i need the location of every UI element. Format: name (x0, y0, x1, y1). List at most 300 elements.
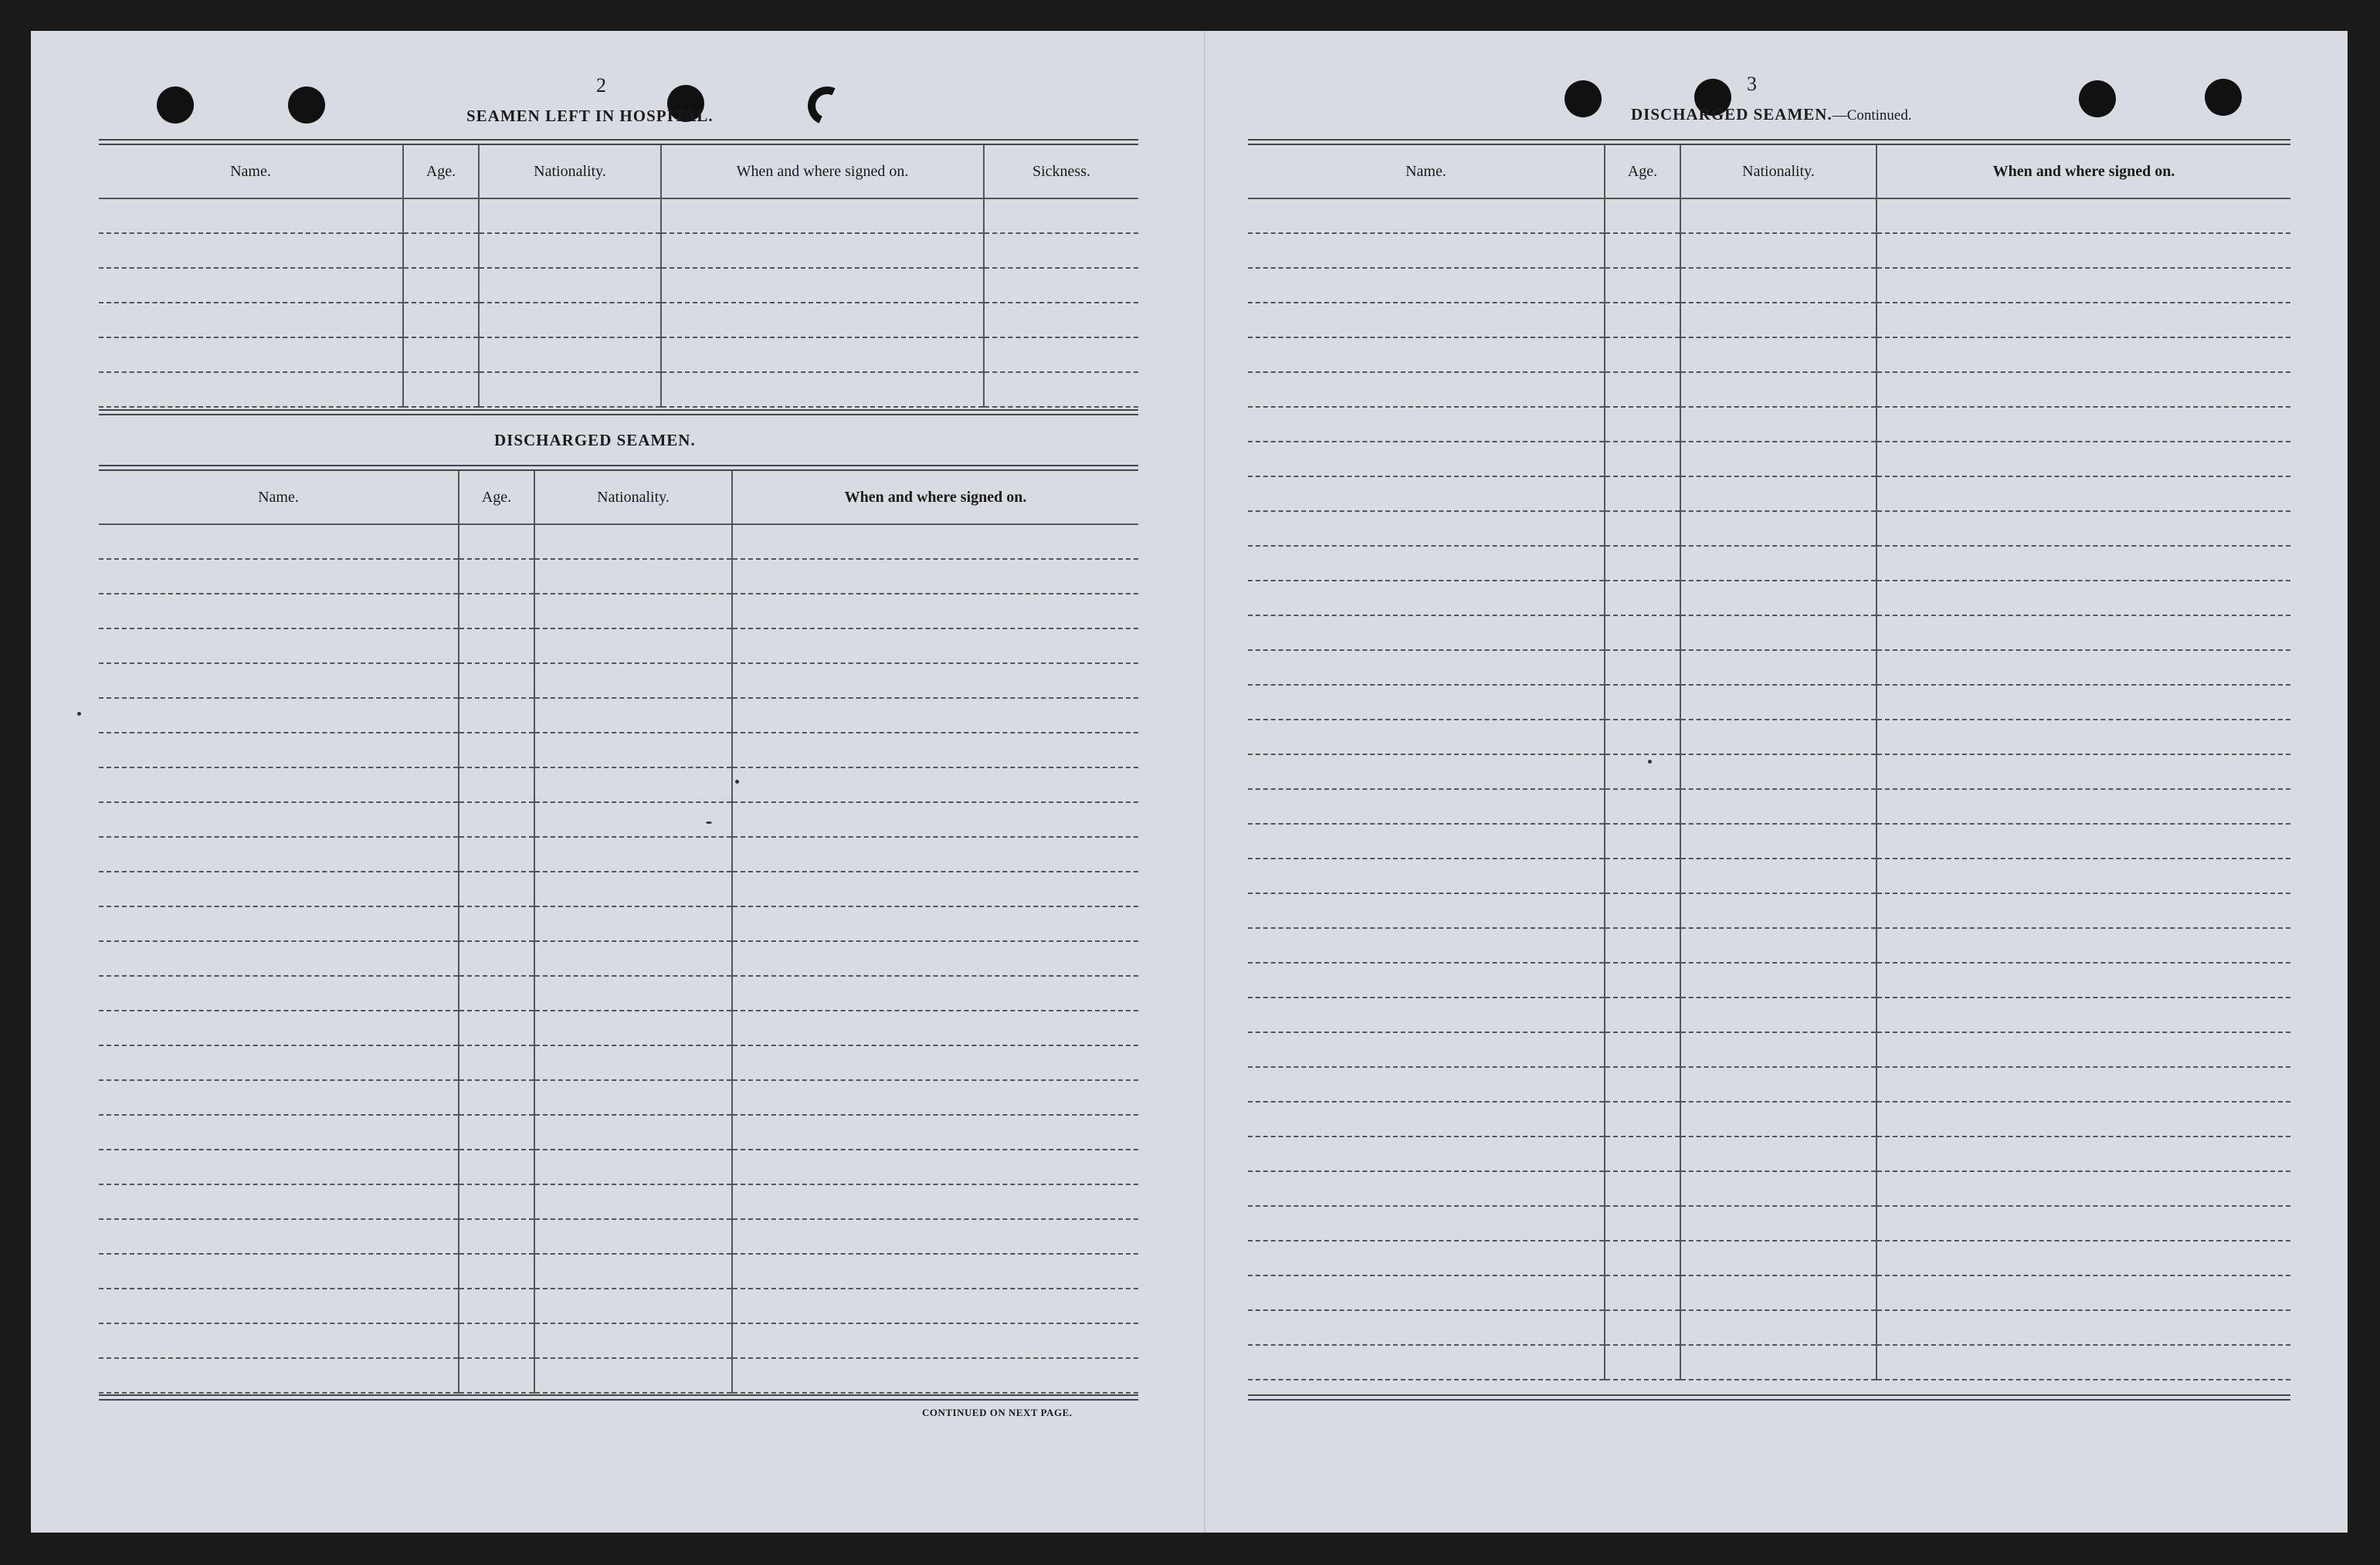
blank-cell[interactable] (459, 941, 534, 976)
blank-cell[interactable] (99, 837, 459, 872)
blank-cell[interactable] (1605, 928, 1680, 963)
blank-cell[interactable] (1248, 1275, 1605, 1310)
blank-cell[interactable] (1248, 1345, 1605, 1380)
blank-cell[interactable] (1605, 268, 1680, 303)
blank-cell[interactable] (99, 976, 459, 1011)
blank-cell[interactable] (1680, 581, 1877, 615)
blank-cell[interactable] (1605, 511, 1680, 546)
blank-cell[interactable] (1680, 233, 1877, 268)
blank-cell[interactable] (732, 802, 1138, 837)
blank-cell[interactable] (732, 906, 1138, 941)
blank-entry-row (1248, 198, 2290, 233)
blank-entry-row (1248, 720, 2290, 754)
blank-cell[interactable] (99, 594, 459, 628)
blank-cell[interactable] (1877, 615, 2290, 650)
blank-entry-row (99, 802, 1138, 837)
blank-cell[interactable] (1877, 1206, 2290, 1241)
blank-cell[interactable] (1248, 650, 1605, 685)
blank-cell[interactable] (99, 698, 459, 733)
blank-cell[interactable] (732, 872, 1138, 906)
blank-cell[interactable] (1877, 1067, 2290, 1102)
blank-cell[interactable] (1877, 337, 2290, 372)
blank-cell[interactable] (1605, 963, 1680, 998)
blank-cell[interactable] (1248, 198, 1605, 233)
blank-cell[interactable] (1248, 407, 1605, 442)
blank-cell[interactable] (1248, 303, 1605, 337)
blank-cell[interactable] (534, 559, 732, 594)
blank-cell[interactable] (1605, 233, 1680, 268)
blank-cell[interactable] (1877, 372, 2290, 407)
blank-cell[interactable] (732, 767, 1138, 802)
blank-cell[interactable] (99, 1080, 459, 1115)
blank-cell[interactable] (1680, 1206, 1877, 1241)
blank-cell[interactable] (732, 1184, 1138, 1219)
blank-cell[interactable] (1680, 824, 1877, 859)
blank-cell[interactable] (1680, 511, 1877, 546)
blank-cell[interactable] (534, 906, 732, 941)
blank-cell[interactable] (1248, 1032, 1605, 1067)
blank-cell[interactable] (534, 1184, 732, 1219)
blank-cell[interactable] (99, 663, 459, 698)
blank-cell[interactable] (403, 372, 479, 407)
blank-cell[interactable] (1877, 998, 2290, 1032)
blank-cell[interactable] (1680, 720, 1877, 754)
blank-cell[interactable] (1605, 685, 1680, 720)
blank-cell[interactable] (984, 372, 1138, 407)
blank-cell[interactable] (459, 628, 534, 663)
blank-cell[interactable] (534, 837, 732, 872)
blank-cell[interactable] (1680, 789, 1877, 824)
blank-cell[interactable] (534, 1289, 732, 1323)
right-top-rule (1248, 139, 2290, 141)
blank-cell[interactable] (459, 1115, 534, 1150)
blank-cell[interactable] (732, 1080, 1138, 1115)
blank-cell[interactable] (1248, 268, 1605, 303)
blank-cell[interactable] (661, 337, 984, 372)
blank-cell[interactable] (1605, 372, 1680, 407)
blank-entry-row (99, 1080, 1138, 1115)
blank-cell[interactable] (99, 233, 403, 268)
blank-entry-row (99, 1115, 1138, 1150)
blank-cell[interactable] (99, 1184, 459, 1219)
blank-cell[interactable] (99, 337, 403, 372)
blank-cell[interactable] (479, 372, 661, 407)
blank-cell[interactable] (534, 1080, 732, 1115)
blank-cell[interactable] (984, 198, 1138, 233)
blank-cell[interactable] (1605, 893, 1680, 928)
blank-entry-row (99, 1358, 1138, 1393)
blank-cell[interactable] (1248, 1241, 1605, 1275)
blank-cell[interactable] (479, 233, 661, 268)
blank-cell[interactable] (1680, 1241, 1877, 1275)
blank-cell[interactable] (403, 303, 479, 337)
blank-cell[interactable] (1680, 407, 1877, 442)
blank-cell[interactable] (1605, 198, 1680, 233)
blank-cell[interactable] (99, 303, 403, 337)
blank-cell[interactable] (99, 198, 403, 233)
blank-entry-row (1248, 963, 2290, 998)
blank-cell[interactable] (459, 1011, 534, 1045)
blank-cell[interactable] (99, 1115, 459, 1150)
blank-cell[interactable] (661, 268, 984, 303)
blank-cell[interactable] (1605, 754, 1680, 789)
blank-cell[interactable] (459, 559, 534, 594)
blank-cell[interactable] (534, 941, 732, 976)
blank-cell[interactable] (1680, 650, 1877, 685)
blank-cell[interactable] (459, 802, 534, 837)
blank-cell[interactable] (984, 303, 1138, 337)
blank-cell[interactable] (1605, 1345, 1680, 1380)
blank-entry-row (99, 524, 1138, 559)
blank-cell[interactable] (99, 372, 403, 407)
blank-cell[interactable] (1248, 928, 1605, 963)
discharged-table-left (99, 471, 1138, 1394)
blank-cell[interactable] (459, 1323, 534, 1358)
blank-cell[interactable] (1680, 442, 1877, 476)
blank-cell[interactable] (534, 1358, 732, 1393)
blank-cell[interactable] (479, 268, 661, 303)
blank-cell[interactable] (534, 1219, 732, 1254)
blank-cell[interactable] (732, 976, 1138, 1011)
blank-cell[interactable] (1248, 1102, 1605, 1136)
blank-cell[interactable] (1877, 1310, 2290, 1345)
blank-cell[interactable] (1248, 511, 1605, 546)
blank-cell[interactable] (1248, 476, 1605, 511)
blank-cell[interactable] (459, 1358, 534, 1393)
blank-cell[interactable] (1605, 720, 1680, 754)
blank-cell[interactable] (1877, 824, 2290, 859)
blank-cell[interactable] (534, 733, 732, 767)
blank-cell[interactable] (1680, 1102, 1877, 1136)
blank-cell[interactable] (732, 1254, 1138, 1289)
blank-cell[interactable] (1248, 337, 1605, 372)
blank-cell[interactable] (99, 1323, 459, 1358)
blank-cell[interactable] (99, 628, 459, 663)
blank-cell[interactable] (661, 372, 984, 407)
hospital-top-rule (99, 139, 1138, 141)
blank-cell[interactable] (1605, 407, 1680, 442)
blank-cell[interactable] (661, 233, 984, 268)
blank-cell[interactable] (1877, 476, 2290, 511)
blank-cell[interactable] (732, 698, 1138, 733)
blank-cell[interactable] (459, 663, 534, 698)
discharged-bottom-rule (99, 1394, 1138, 1396)
blank-cell[interactable] (732, 559, 1138, 594)
blank-cell[interactable] (534, 802, 732, 837)
blank-cell[interactable] (1248, 824, 1605, 859)
blank-cell[interactable] (732, 1011, 1138, 1045)
blank-cell[interactable] (534, 767, 732, 802)
blank-cell[interactable] (1605, 581, 1680, 615)
blank-cell[interactable] (1248, 1171, 1605, 1206)
blank-cell[interactable] (534, 663, 732, 698)
blank-entry-row (1248, 1171, 2290, 1206)
blank-cell[interactable] (1248, 1206, 1605, 1241)
blank-cell[interactable] (1877, 1102, 2290, 1136)
blank-cell[interactable] (732, 524, 1138, 559)
blank-cell[interactable] (459, 767, 534, 802)
blank-cell[interactable] (1605, 337, 1680, 372)
blank-cell[interactable] (99, 767, 459, 802)
blank-cell[interactable] (1680, 476, 1877, 511)
blank-cell[interactable] (534, 698, 732, 733)
blank-cell[interactable] (1680, 198, 1877, 233)
blank-cell[interactable] (732, 1219, 1138, 1254)
blank-entry-row (1248, 511, 2290, 546)
blank-cell[interactable] (99, 1254, 459, 1289)
blank-cell[interactable] (99, 802, 459, 837)
blank-cell[interactable] (1248, 1310, 1605, 1345)
blank-entry-row (1248, 650, 2290, 685)
blank-cell[interactable] (1605, 1310, 1680, 1345)
blank-cell[interactable] (1605, 650, 1680, 685)
blank-cell[interactable] (1248, 754, 1605, 789)
blank-cell[interactable] (1605, 442, 1680, 476)
blank-cell[interactable] (732, 837, 1138, 872)
blank-cell[interactable] (459, 1254, 534, 1289)
blank-cell[interactable] (1605, 1102, 1680, 1136)
blank-cell[interactable] (534, 628, 732, 663)
blank-cell[interactable] (479, 303, 661, 337)
blank-cell[interactable] (1248, 859, 1605, 893)
blank-cell[interactable] (1680, 893, 1877, 928)
punch-hole-7 (2079, 80, 2116, 117)
blank-cell[interactable] (99, 1289, 459, 1323)
speck (77, 712, 81, 716)
blank-cell[interactable] (1877, 303, 2290, 337)
blank-entry-row (99, 372, 1138, 407)
blank-cell[interactable] (403, 233, 479, 268)
blank-cell[interactable] (403, 337, 479, 372)
blank-cell[interactable] (1248, 546, 1605, 581)
blank-cell[interactable] (99, 559, 459, 594)
blank-cell[interactable] (99, 524, 459, 559)
blank-cell[interactable] (1877, 546, 2290, 581)
blank-cell[interactable] (1877, 1171, 2290, 1206)
blank-cell[interactable] (1605, 1206, 1680, 1241)
blank-cell[interactable] (1248, 893, 1605, 928)
blank-cell[interactable] (534, 1011, 732, 1045)
blank-cell[interactable] (1605, 615, 1680, 650)
blank-cell[interactable] (99, 1045, 459, 1080)
blank-cell[interactable] (1605, 476, 1680, 511)
blank-entry-row (1248, 1136, 2290, 1171)
blank-cell[interactable] (534, 1254, 732, 1289)
blank-cell[interactable] (1680, 1136, 1877, 1171)
blank-cell[interactable] (459, 1219, 534, 1254)
blank-cell[interactable] (99, 1150, 459, 1184)
blank-cell[interactable] (732, 628, 1138, 663)
blank-cell[interactable] (1680, 928, 1877, 963)
blank-cell[interactable] (984, 233, 1138, 268)
blank-cell[interactable] (1605, 1032, 1680, 1067)
blank-cell[interactable] (1680, 1310, 1877, 1345)
blank-cell[interactable] (1605, 1136, 1680, 1171)
blank-entry-row (99, 337, 1138, 372)
col-name-header: Name. (99, 145, 403, 198)
blank-cell[interactable] (732, 1045, 1138, 1080)
blank-cell[interactable] (99, 1011, 459, 1045)
blank-cell[interactable] (1877, 720, 2290, 754)
blank-cell[interactable] (459, 837, 534, 872)
blank-cell[interactable] (1877, 859, 2290, 893)
blank-cell[interactable] (459, 1184, 534, 1219)
blank-cell[interactable] (732, 1115, 1138, 1150)
blank-cell[interactable] (1877, 789, 2290, 824)
blank-cell[interactable] (534, 1115, 732, 1150)
blank-cell[interactable] (1248, 789, 1605, 824)
blank-cell[interactable] (1680, 268, 1877, 303)
blank-cell[interactable] (732, 663, 1138, 698)
blank-cell[interactable] (534, 1150, 732, 1184)
blank-cell[interactable] (1680, 1275, 1877, 1310)
blank-cell[interactable] (1248, 685, 1605, 720)
blank-cell[interactable] (1248, 1067, 1605, 1102)
blank-cell[interactable] (1877, 511, 2290, 546)
blank-cell[interactable] (403, 198, 479, 233)
blank-cell[interactable] (732, 941, 1138, 976)
blank-entry-row (99, 233, 1138, 268)
blank-cell[interactable] (732, 1358, 1138, 1393)
blank-cell[interactable] (459, 594, 534, 628)
blank-entry-row (1248, 233, 2290, 268)
blank-cell[interactable] (1877, 1241, 2290, 1275)
blank-entry-row (1248, 581, 2290, 615)
blank-cell[interactable] (1605, 303, 1680, 337)
blank-cell[interactable] (1605, 1241, 1680, 1275)
blank-cell[interactable] (1680, 303, 1877, 337)
blank-cell[interactable] (1248, 372, 1605, 407)
blank-cell[interactable] (1680, 337, 1877, 372)
blank-cell[interactable] (459, 1080, 534, 1115)
blank-cell[interactable] (1877, 407, 2290, 442)
blank-cell[interactable] (1877, 893, 2290, 928)
blank-entry-row (1248, 546, 2290, 581)
blank-cell[interactable] (1248, 615, 1605, 650)
blank-cell[interactable] (479, 198, 661, 233)
blank-cell[interactable] (1877, 754, 2290, 789)
blank-cell[interactable] (732, 733, 1138, 767)
hospital-header-row (99, 145, 1138, 198)
blank-cell[interactable] (1605, 1171, 1680, 1206)
blank-entry-row (99, 1254, 1138, 1289)
blank-cell[interactable] (732, 1323, 1138, 1358)
blank-cell[interactable] (1248, 442, 1605, 476)
blank-cell[interactable] (1877, 1275, 2290, 1310)
blank-cell[interactable] (99, 941, 459, 976)
blank-cell[interactable] (1680, 1032, 1877, 1067)
blank-cell[interactable] (403, 268, 479, 303)
blank-entry-row (1248, 685, 2290, 720)
blank-entry-row (1248, 754, 2290, 789)
blank-cell[interactable] (1877, 685, 2290, 720)
blank-cell[interactable] (1248, 998, 1605, 1032)
blank-cell[interactable] (1680, 1171, 1877, 1206)
blank-cell[interactable] (732, 1289, 1138, 1323)
blank-cell[interactable] (534, 976, 732, 1011)
blank-cell[interactable] (1605, 1275, 1680, 1310)
blank-cell[interactable] (1605, 998, 1680, 1032)
blank-cell[interactable] (1605, 824, 1680, 859)
blank-cell[interactable] (1248, 720, 1605, 754)
blank-cell[interactable] (1877, 442, 2290, 476)
blank-cell[interactable] (1680, 546, 1877, 581)
blank-cell[interactable] (459, 872, 534, 906)
blank-cell[interactable] (99, 733, 459, 767)
blank-cell[interactable] (1680, 1345, 1877, 1380)
blank-cell[interactable] (459, 1045, 534, 1080)
blank-cell[interactable] (459, 524, 534, 559)
blank-cell[interactable] (1248, 1136, 1605, 1171)
blank-cell[interactable] (1877, 233, 2290, 268)
blank-cell[interactable] (1248, 233, 1605, 268)
blank-cell[interactable] (1605, 859, 1680, 893)
blank-cell[interactable] (1877, 198, 2290, 233)
blank-cell[interactable] (459, 906, 534, 941)
blank-cell[interactable] (1680, 1067, 1877, 1102)
blank-cell[interactable] (534, 524, 732, 559)
punch-hole-1 (157, 86, 194, 124)
blank-cell[interactable] (1680, 859, 1877, 893)
blank-cell[interactable] (1605, 789, 1680, 824)
blank-cell[interactable] (1877, 1032, 2290, 1067)
hospital-table (99, 145, 1138, 408)
blank-cell[interactable] (1680, 963, 1877, 998)
blank-entry-row (1248, 337, 2290, 372)
blank-cell[interactable] (459, 733, 534, 767)
blank-cell[interactable] (534, 1045, 732, 1080)
blank-cell[interactable] (1680, 685, 1877, 720)
blank-cell[interactable] (1680, 998, 1877, 1032)
blank-cell[interactable] (1877, 268, 2290, 303)
blank-cell[interactable] (1877, 928, 2290, 963)
blank-cell[interactable] (1248, 581, 1605, 615)
blank-cell[interactable] (99, 268, 403, 303)
blank-cell[interactable] (1680, 754, 1877, 789)
blank-cell[interactable] (661, 303, 984, 337)
blank-cell[interactable] (459, 698, 534, 733)
blank-cell[interactable] (534, 594, 732, 628)
blank-cell[interactable] (661, 198, 984, 233)
blank-cell[interactable] (459, 976, 534, 1011)
blank-cell[interactable] (1877, 1136, 2290, 1171)
blank-cell[interactable] (1605, 546, 1680, 581)
blank-cell[interactable] (1877, 1345, 2290, 1380)
blank-cell[interactable] (984, 337, 1138, 372)
blank-cell[interactable] (99, 872, 459, 906)
blank-cell[interactable] (1680, 615, 1877, 650)
blank-cell[interactable] (1877, 963, 2290, 998)
blank-cell[interactable] (99, 1219, 459, 1254)
blank-cell[interactable] (99, 906, 459, 941)
blank-cell[interactable] (459, 1289, 534, 1323)
col-signed-on-header: When and where signed on. (661, 145, 984, 198)
blank-cell[interactable] (732, 594, 1138, 628)
blank-cell[interactable] (534, 872, 732, 906)
blank-cell[interactable] (984, 268, 1138, 303)
blank-entry-row (1248, 372, 2290, 407)
blank-cell[interactable] (99, 1358, 459, 1393)
blank-cell[interactable] (1605, 1067, 1680, 1102)
blank-cell[interactable] (534, 1323, 732, 1358)
blank-cell[interactable] (732, 1150, 1138, 1184)
blank-cell[interactable] (1680, 372, 1877, 407)
blank-cell[interactable] (1248, 963, 1605, 998)
blank-cell[interactable] (1877, 650, 2290, 685)
blank-cell[interactable] (1877, 581, 2290, 615)
blank-cell[interactable] (479, 337, 661, 372)
blank-cell[interactable] (459, 1150, 534, 1184)
